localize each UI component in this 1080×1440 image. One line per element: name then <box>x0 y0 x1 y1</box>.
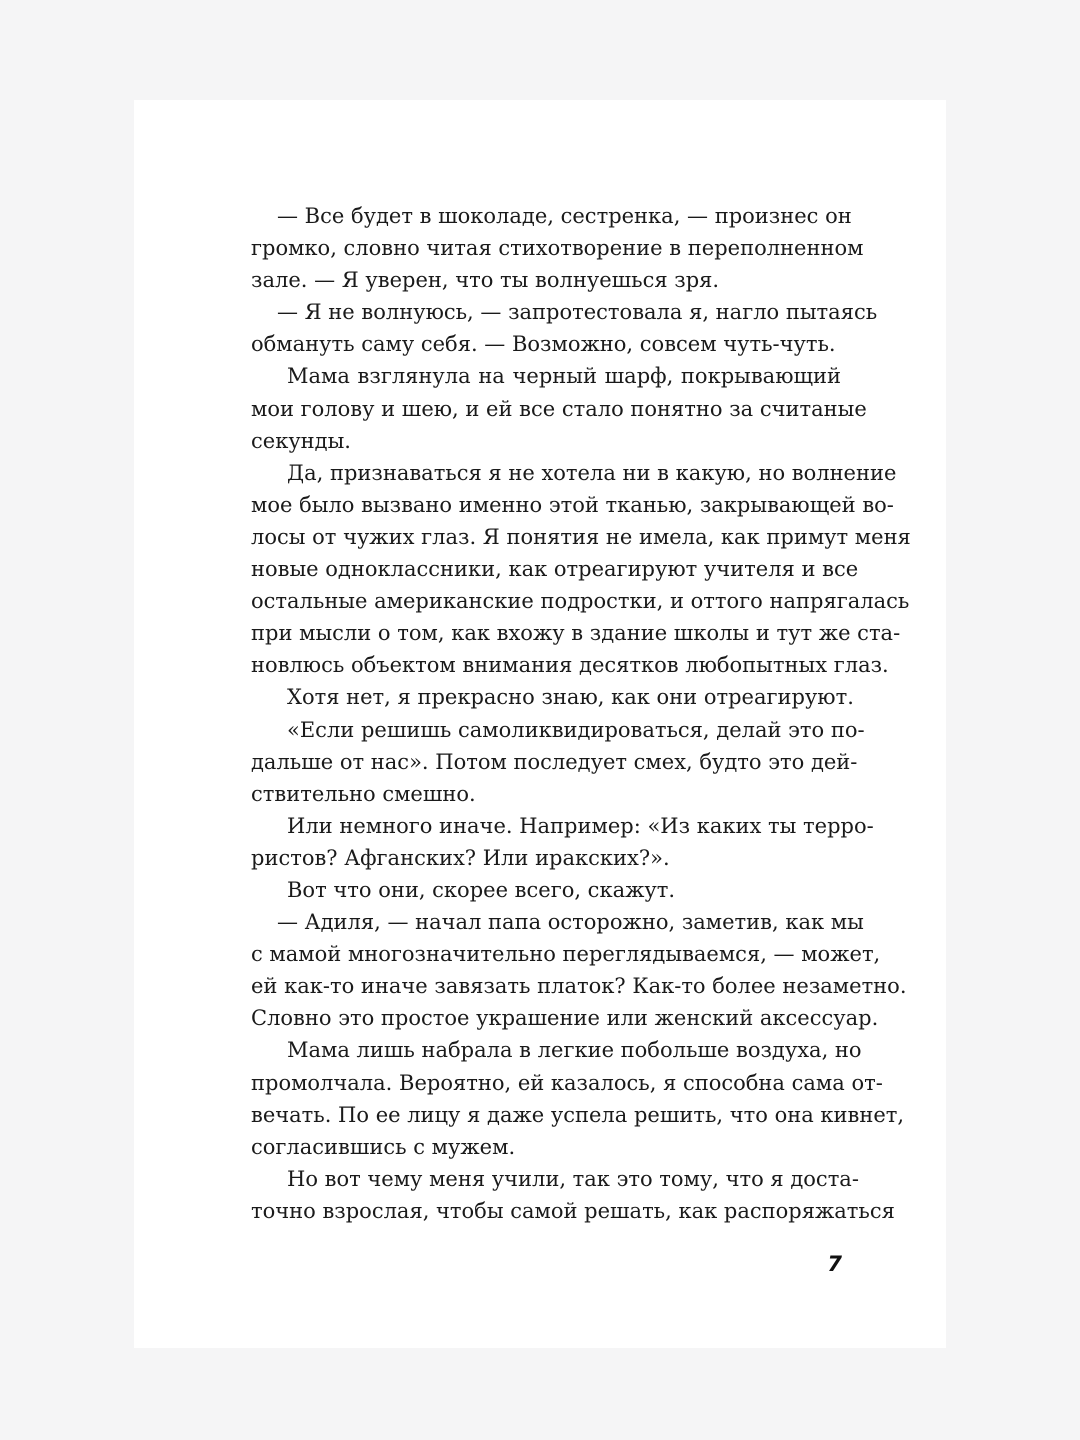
text-line: промолчала. Вероятно, ей казалось, я способна сама от- <box>251 1070 883 1095</box>
text-line: мое было вызвано именно этой тканью, закрывающей во- <box>251 492 894 517</box>
text-line: обмануть саму себя. — Возможно, совсем чуть-чуть. <box>251 332 836 357</box>
text-line: при мысли о том, как вхожу в здание школы и тут же ста- <box>251 621 901 646</box>
text-line: — Все будет в шоколаде, сестренка, — произнес он <box>277 204 852 228</box>
text-line: согласившись с мужем. <box>251 1134 516 1159</box>
text-line: лосы от чужих глаз. Я понятия не имела, как примут меня <box>251 524 911 549</box>
text-line: остальные американские подростки, и оттого напрягалась <box>251 589 910 614</box>
text-line: мои голову и шею, и ей все стало понятно за считаные <box>251 396 867 421</box>
body-text <box>251 200 911 1227</box>
text-line: дальше от нас». Потом последует смех, будто это дей- <box>251 749 858 774</box>
text-line: зале. — Я уверен, что ты волнуешься зря. <box>251 268 720 293</box>
text-line: ристов? Афганских? Или иракских?». <box>251 845 670 870</box>
text-line: ей как-то иначе завязать платок? Как-то более незаметно. <box>251 974 907 999</box>
text-line: — Адиля, — начал папа осторожно, заметив, как мы <box>277 910 864 935</box>
text-line: громко, словно читая стихотворение в переполненном <box>251 236 864 261</box>
text-line: с мамой многозначительно переглядываемся, — может, <box>251 942 881 967</box>
text-line: Или немного иначе. Например: «Из каких ты терро- <box>287 813 874 838</box>
book-page <box>134 100 946 1348</box>
text-line: секунды. <box>251 428 351 453</box>
page-number: 7 <box>827 1252 842 1276</box>
text-line: Мама взглянула на черный шарф, покрывающий <box>287 364 841 389</box>
text-line: Да, признаваться я не хотела ни в какую, но волнение <box>287 460 897 485</box>
text-line: новые одноклассники, как отреагируют учителя и все <box>251 557 859 582</box>
text-line: Но вот чему меня учили, так это тому, что я доста- <box>287 1166 859 1191</box>
text-line: Словно это простое украшение или женский аксессуар. <box>251 1006 879 1031</box>
text-line: ствительно смешно. <box>251 781 476 806</box>
text-line: вечать. По ее лицу я даже успела решить, что она кивнет, <box>251 1102 905 1127</box>
text-line: Мама лишь набрала в легкие побольше воздуха, но <box>287 1038 862 1063</box>
text-line: Хотя нет, я прекрасно знаю, как они отреагируют. <box>287 685 854 710</box>
text-line: Вот что они, скорее всего, скажут. <box>287 877 676 902</box>
text-line: — Я не волнуюсь, — запротестовала я, нагло пытаясь <box>277 300 878 325</box>
text-line: новлюсь объектом внимания десятков любопытных глаз. <box>251 653 889 678</box>
text-line: точно взрослая, чтобы самой решать, как распоряжаться <box>251 1198 895 1223</box>
text-line: «Если решишь самоликвидироваться, делай это по- <box>287 717 865 742</box>
